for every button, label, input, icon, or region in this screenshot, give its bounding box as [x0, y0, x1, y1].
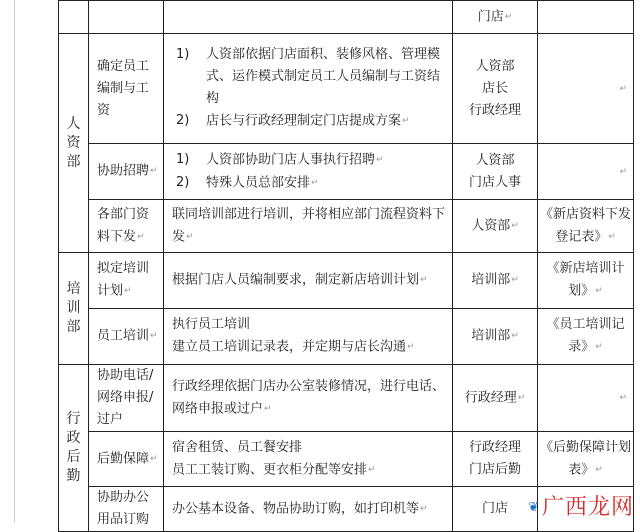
resp-text: 门店 [481, 501, 508, 516]
resp-cell: 门店↵ [453, 1, 538, 34]
desc-line: 联同培训部进行培训，并将相应部门流程资料下发 [172, 206, 446, 245]
desc-cell: 1) 人资部依据门店面积、装修风格、管理模式、运作模式制定员工人员编制与工资结构 2) 店长与行政经理制定门店提成方案↵ [164, 34, 453, 144]
watermark-text: 广西龙网 [541, 495, 634, 520]
dept-label: 人资部 [66, 115, 81, 170]
desc-line: 人资部协助门店人事执行招聘 [206, 152, 376, 168]
item-cell: 各部门资料下发↵ [89, 200, 164, 253]
resp-cell [453, 34, 538, 144]
table-row [59, 365, 634, 432]
resp-text: 人资部 店长 行政经理 [468, 58, 521, 118]
form-cell: ↵ [538, 365, 634, 432]
resp-text: 培训部 [471, 272, 511, 288]
table-row [59, 432, 634, 487]
table-row [59, 34, 634, 144]
desc-line: 店长与行政经理制定门店提成方案 [206, 113, 402, 129]
item-label: 确定员工编制与工资 [97, 58, 150, 118]
dept-cell-training [59, 253, 89, 365]
form-text: 《员工培训记录》 [546, 317, 625, 355]
desc-cell: 1) 人资部协助门店人事执行招聘↵ 2) 特殊人员总部安排↵ [164, 144, 453, 200]
item-cell: 员工培训↵ [89, 309, 164, 365]
item-label: 协助招聘 [97, 163, 150, 179]
resp-text: 人资部 [471, 218, 511, 234]
resp-text: 行政经理 [464, 390, 517, 406]
table-row [59, 200, 634, 253]
resp-cell: 培训部↵ [453, 309, 538, 365]
resp-text: 人资部 门店人事 [468, 152, 521, 190]
item-cell: 拟定培训计划↵ [89, 253, 164, 309]
form-cell: ↵ [538, 144, 634, 200]
dept-label: 行政后勤 [66, 411, 81, 484]
table-row [59, 144, 634, 200]
item-cell [89, 34, 164, 144]
desc-line: 执行员工培训 建立员工培训记录表，并定期与店长沟通 [172, 317, 407, 355]
resp-cell: 培训部↵ [453, 253, 538, 309]
dept-label: 培训部 [66, 281, 81, 335]
desc-cell: 行政经理依据门店办公室装修情况，进行电话、网络申报或过户↵ [164, 365, 453, 432]
dept-cell [59, 1, 89, 34]
desc-line: 根据门店人员编制要求，制定新店培训计划 [172, 272, 420, 288]
item-label: 协助办公用品订购 [97, 490, 150, 527]
item-cell: 后勤保障↵ [89, 432, 164, 487]
desc-line: 行政经理依据门店办公室装修情况，进行电话、网络申报或过户 [172, 378, 446, 417]
table-row [59, 253, 634, 309]
resp-cell [453, 487, 538, 532]
item-label: 后勤保障 [97, 451, 150, 467]
resp-cell [453, 432, 538, 487]
item-label: 拟定培训计划 [97, 261, 150, 299]
item-cell [89, 487, 164, 532]
store-prep-table [58, 0, 634, 532]
resp-cell [453, 144, 538, 200]
item-label: 协助电话/网络申报/过户 [97, 368, 154, 427]
item-label: 员工培训 [97, 328, 150, 344]
form-text: 《后勤保障计划表》 [539, 439, 631, 478]
item-cell [89, 365, 164, 432]
form-cell: 《新店培训计划》↵ [538, 253, 634, 309]
resp-text: 门店 [477, 9, 504, 25]
desc-line: 宿舍租赁、员工餐安排 员工工装订购、更衣柜分配等安排 [172, 439, 368, 478]
desc-cell: 办公基本设备、物品协助订购，如打印机等↵ [164, 487, 453, 532]
form-text: 《新店培训计划》 [546, 261, 625, 299]
dept-cell-hr [59, 34, 89, 253]
form-cell: 《新店资料下发登记表》↵ [538, 200, 634, 253]
resp-cell: 人资部↵ [453, 200, 538, 253]
desc-cell [164, 1, 453, 34]
desc-cell: 执行员工培训 建立员工培训记录表，并定期与店长沟通↵ [164, 309, 453, 365]
form-cell: 《后勤保障计划表》↵ [538, 432, 634, 487]
resp-text: 行政经理 门店后勤 [468, 440, 521, 477]
table-row [59, 309, 634, 365]
desc-line: 特殊人员总部安排 [206, 175, 311, 190]
desc-line: 办公基本设备、物品协助订购，如打印机等 [172, 501, 420, 517]
table-row [59, 1, 634, 34]
leaf-icon: ❦ [528, 500, 540, 515]
form-text: 《新店资料下发登记表》 [539, 206, 631, 245]
item-cell: 协助招聘↵ [89, 144, 164, 200]
item-label: 各部门资料下发 [97, 206, 150, 245]
desc-line: 人资部依据门店面积、装修风格、管理模式、运作模式制定员工人员编制与工资结构 [206, 47, 441, 107]
dept-cell-admin [59, 365, 89, 532]
watermark [528, 495, 634, 521]
desc-cell: 根据门店人员编制要求，制定新店培训计划↵ [164, 253, 453, 309]
resp-text: 培训部 [471, 328, 511, 344]
form-cell: ↵ [538, 34, 634, 144]
form-cell [538, 1, 634, 34]
resp-cell: 行政经理↵ [453, 365, 538, 432]
desc-cell: 联同培训部进行培训，并将相应部门流程资料下发↵ [164, 200, 453, 253]
item-cell [89, 1, 164, 34]
page-margin-line [14, 0, 15, 523]
form-cell: 《员工培训记录》↵ [538, 309, 634, 365]
desc-cell: 宿舍租赁、员工餐安排 员工工装订购、更衣柜分配等安排↵ [164, 432, 453, 487]
